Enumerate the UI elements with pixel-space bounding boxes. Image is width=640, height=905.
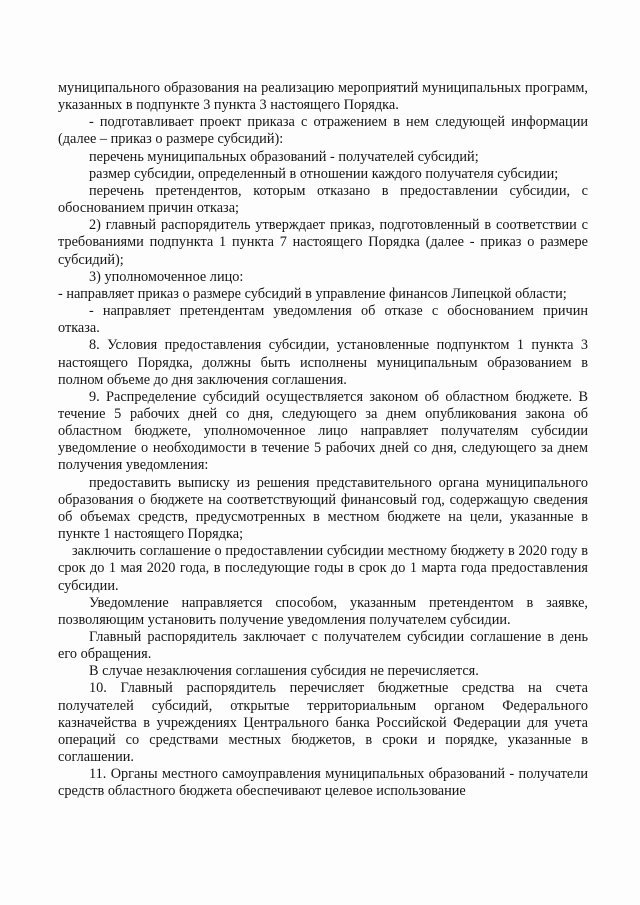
paragraph-10: 8. Условия предоставления субсидии, установленные подпунктом 1 пункта 3 настоящего Порядка, должны быть исполнены муниципальным образованием в полном объеме до дня заключения соглашения. bbox=[58, 337, 588, 388]
paragraph-16: В случае незаключения соглашения субсидия не перечисляется. bbox=[89, 663, 479, 680]
paragraph-13: заключить соглашение о предоставлении субсидии местному бюджету в 2020 году в срок до 1 мая 2020 года, в последующие годы в срок до 1 марта года предоставления субсидии. bbox=[58, 543, 588, 594]
paragraph-5: перечень претендентов, которым отказано в предоставлении субсидии, с обоснованием причин отказа; bbox=[58, 182, 588, 217]
paragraph-9: - направляет претендентам уведомления об отказе с обоснованием причин отказа. bbox=[58, 303, 588, 337]
paragraph-15: Главный распорядитель заключает с получателем субсидии соглашение в день его обращения. bbox=[58, 629, 588, 663]
paragraph-3: перечень муниципальных образований - получателей субсидий; bbox=[89, 148, 479, 165]
paragraph-1: муниципального образования на реализацию мероприятий муниципальных программ, указанных в подпункте 3 пункта 3 настоящего Порядка. bbox=[58, 80, 588, 114]
paragraph-4: размер субсидии, определенный в отношении каждого получателя субсидии; bbox=[89, 165, 559, 182]
paragraph-7: 3) уполномоченное лицо: bbox=[89, 268, 244, 285]
paragraph-12: предоставить выписку из решения представительного органа муниципального образования о бюджете на соответствующий финансовый год, содержащую сведения об объемах средств, предусмотренных в местном бюджете на цели, указанные в пункте 1 настоящего Порядка; bbox=[58, 474, 588, 543]
paragraph-17: 10. Главный распорядитель перечисляет бюджетные средства на счета получателей субсидий, открытые территориальным органом Федерального казначейства в учреждениях Центрального банка Российской Федерации для учета операций со средствами местных бюджетов, в сроки и порядке, указанные в соглашении. bbox=[58, 680, 588, 766]
paragraph-6: 2) главный распорядитель утверждает приказ, подготовленный в соответствии с требованиями подпункта 1 пункта 7 настоящего Порядка (далее - приказ о размере субсидий); bbox=[58, 217, 588, 268]
paragraph-8: - направляет приказ о размере субсидий в управление финансов Липецкой области; bbox=[58, 285, 567, 302]
paragraph-18: 11. Органы местного самоуправления муниципальных образований - получатели средств областного бюджета обеспечивают целевое использование bbox=[58, 766, 588, 800]
paragraph-2: - подготавливает проект приказа с отражением в нем следующей информации (далее – приказ о размере субсидий): bbox=[58, 114, 588, 148]
paragraph-14: Уведомление направляется способом, указанным претендентом в заявке, позволяющим установить получение уведомления получателем субсидии. bbox=[58, 594, 588, 628]
paragraph-11: 9. Распределение субсидий осуществляется законом об областном бюджете. В течение 5 рабочих дней со дня, следующего за днем опубликования закона об областном бюджете, уполномоченное лицо направляет получателям субсидии уведомление о необходимости в течение 5 рабочих дней со дня, следующего за днем получения уведомления: bbox=[58, 388, 588, 474]
